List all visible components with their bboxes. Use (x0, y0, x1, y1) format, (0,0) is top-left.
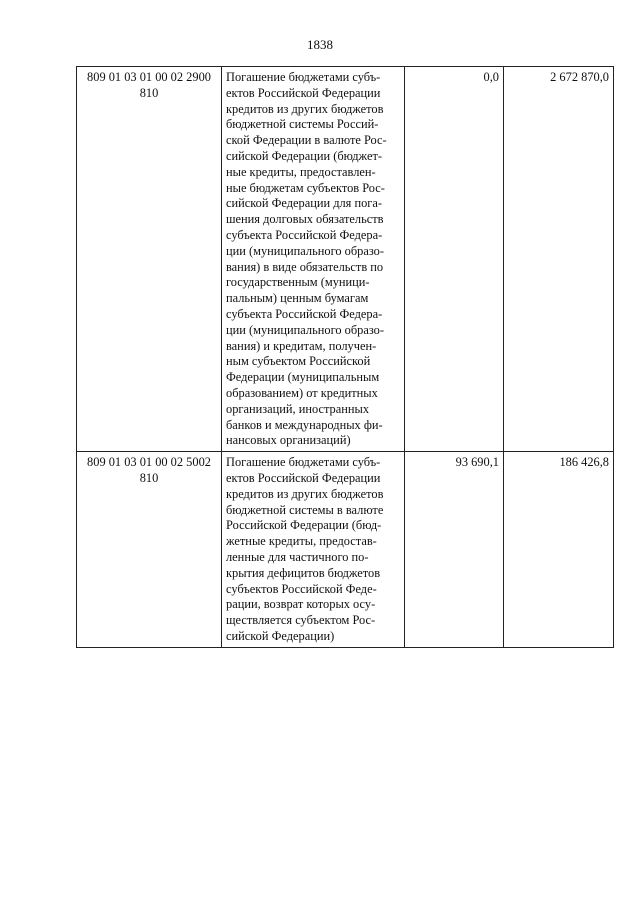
description-line: сийской Федерации) (226, 628, 335, 643)
budget-code-cell (77, 452, 222, 648)
table-row (77, 452, 614, 648)
description-line: Погашение бюджетами субъ- (226, 70, 381, 84)
description-cell (222, 452, 405, 648)
description-line: кредитов из других бюджетов (226, 486, 384, 501)
description-line: ции (муниципального образо- (226, 243, 384, 258)
description-line: ектов Российской Федерации (226, 470, 381, 485)
amount-first-column: 0,0 (405, 67, 504, 452)
description-line: бюджетной системы Россий- (226, 117, 379, 132)
budget-code-line: 810 (139, 85, 159, 100)
description-line: рации, возврат которых осу- (226, 597, 376, 612)
description-line: банков и международных фи- (226, 417, 383, 432)
description-line: вания) и кредитам, получен- (226, 338, 377, 353)
table-row (77, 67, 614, 452)
budget-code-line: 809 01 03 01 00 02 5002 (87, 455, 211, 470)
description-line: пальным) ценным бумагам (226, 291, 369, 306)
description-line: вания) в виде обязательств по (226, 259, 384, 274)
description-line: Федерации (муниципальным (226, 370, 380, 385)
description-line: ленные для частичного по- (226, 549, 369, 564)
amount-second-column: 2 672 870,0 (504, 67, 614, 452)
description-line: ные кредиты, предоставлен- (226, 164, 376, 179)
description-line: сийской Федерации для пога- (226, 196, 383, 211)
description-line: ской Федерации в валюте Рос- (226, 133, 387, 148)
description-line: Российской Федерации (бюд- (226, 518, 382, 533)
description-line: государственным (муници- (226, 275, 370, 290)
description-line: субъекта Российской Федера- (226, 227, 383, 242)
budget-code-line: 810 (139, 470, 159, 485)
budget-code-cell (77, 67, 222, 452)
description-line: ным субъектом Российской (226, 354, 371, 369)
description-line: кредитов из других бюджетов (226, 101, 384, 116)
description-line: нансовых организаций) (226, 433, 351, 448)
description-line: бюджетной системы в валюте (226, 502, 384, 517)
description-line: ектов Российской Федерации (226, 85, 381, 100)
budget-table (76, 66, 614, 648)
amount-second-column: 186 426,8 (504, 452, 614, 648)
description-line: жетные кредиты, предостав- (226, 534, 377, 549)
description-line: субъекта Российской Федера- (226, 306, 383, 321)
page-number: 1838 (307, 37, 333, 52)
description-line: сийской Федерации (бюджет- (226, 148, 382, 163)
description-line: шения долговых обязательств (226, 212, 384, 227)
budget-code-line: 809 01 03 01 00 02 2900 (87, 70, 211, 84)
description-line: организаций, иностранных (226, 401, 370, 416)
description-line: крытия дефицитов бюджетов (226, 565, 381, 580)
description-line: образованием) от кредитных (226, 385, 378, 400)
description-line: субъектов Российской Феде- (226, 581, 377, 596)
description-line: Погашение бюджетами субъ- (226, 455, 381, 470)
description-line: ции (муниципального образо- (226, 322, 384, 337)
description-cell (222, 67, 405, 452)
amount-first-column: 93 690,1 (405, 452, 504, 648)
description-line: ные бюджетам субъектов Рос- (226, 180, 385, 195)
table-body (77, 67, 614, 648)
description-line: ществляется субъектом Рос- (226, 613, 376, 628)
